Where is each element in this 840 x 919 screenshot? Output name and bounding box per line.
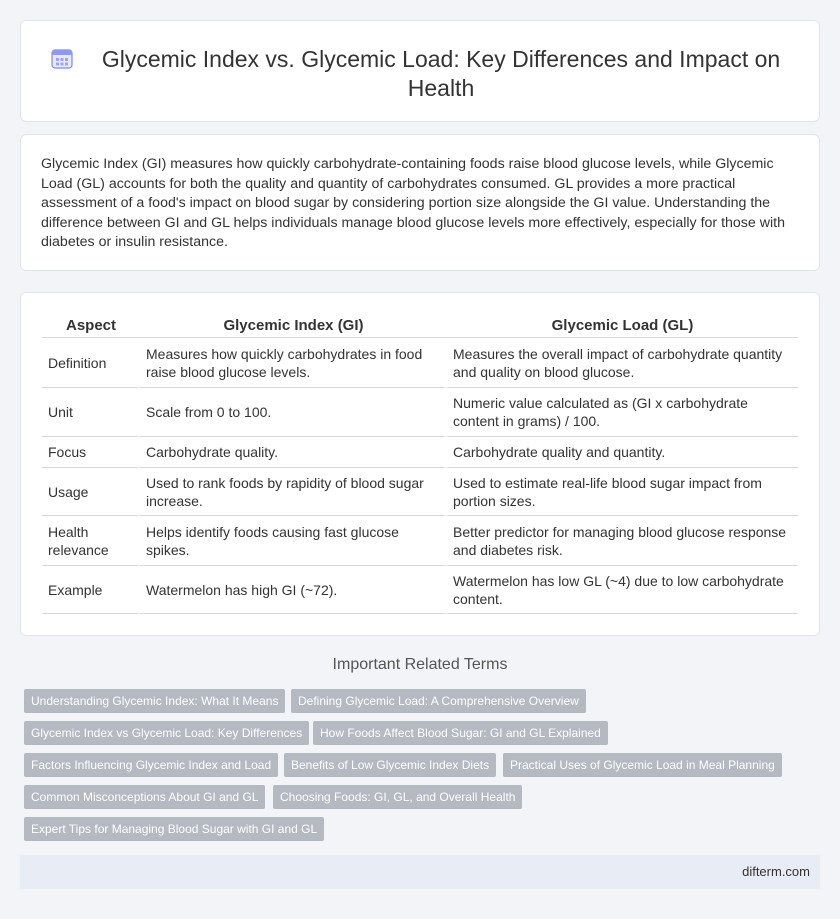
column-header-gi: Glycemic Index (GI) [140,313,447,338]
related-term-tag[interactable]: Practical Uses of Glycemic Load in Meal Planning [503,753,782,777]
comparison-table-card [20,292,820,636]
table-cell-gl: Carbohydrate quality and quantity. [447,437,798,468]
table-cell-aspect: Focus [42,437,140,468]
footer [20,855,820,889]
table-row [42,516,798,566]
table-cell-gi: Helps identify foods causing fast glucose spikes. [140,516,447,566]
related-terms-heading: Important Related Terms [332,656,508,673]
related-term-tag[interactable]: Defining Glycemic Load: A Comprehensive Overview [291,689,586,713]
table-cell-gl: Watermelon has low GL (~4) due to low carbohydrate content. [447,566,798,614]
table-header-row [42,313,798,338]
table-row [42,338,798,388]
intro-card [20,134,820,271]
table-cell-gi: Carbohydrate quality. [140,437,447,468]
table-cell-aspect: Health relevance [42,516,140,566]
table-cell-gi: Scale from 0 to 100. [140,388,447,437]
table-cell-aspect: Example [42,566,140,614]
table-row [42,437,798,468]
title-card [20,20,820,122]
related-term-tag[interactable]: Glycemic Index vs Glycemic Load: Key Differences [24,721,309,745]
page-title: Glycemic Index vs. Glycemic Load: Key Differences and Impact on Health [101,46,781,101]
related-term-tag[interactable]: Benefits of Low Glycemic Index Diets [284,753,496,777]
table-cell-aspect: Definition [42,338,140,388]
table-cell-gi: Used to rank foods by rapidity of blood sugar increase. [140,468,447,516]
table-row [42,566,798,614]
related-term-tag[interactable]: Understanding Glycemic Index: What It Means [24,689,285,713]
column-header-aspect: Aspect [42,313,140,338]
comparison-table [42,313,798,614]
table-row [42,388,798,437]
related-term-tag[interactable]: How Foods Affect Blood Sugar: GI and GL Explained [313,721,608,745]
table-cell-gi: Watermelon has high GI (~72). [140,566,447,614]
table-cell-gi: Measures how quickly carbohydrates in food raise blood glucose levels. [140,338,447,388]
intro-paragraph: Glycemic Index (GI) measures how quickly carbohydrate-containing foods raise blood glucose levels, while Glycemic Load (GL) accounts for both the quality and quantity of carbohydrates consumed. GL provides a more practical assessment of a food's impact on blood sugar by considering portion size alongside the GI value. Understanding the difference between GI and GL helps individuals manage blood glucose levels more effectively, especially for those with diabetes or insulin resistance. [41,156,785,251]
related-term-tag[interactable]: Expert Tips for Managing Blood Sugar with GI and GL [24,817,324,841]
table-cell-gl: Measures the overall impact of carbohydrate quantity and quality on blood glucose. [447,338,798,388]
table-row [42,468,798,516]
related-term-tag[interactable]: Common Misconceptions About GI and GL [24,785,265,809]
table-cell-gl: Better predictor for managing blood glucose response and diabetes risk. [447,516,798,566]
table-cell-aspect: Usage [42,468,140,516]
table-cell-gl: Used to estimate real-life blood sugar impact from portion sizes. [447,468,798,516]
related-term-tag[interactable]: Choosing Foods: GI, GL, and Overall Health [273,785,522,809]
column-header-gl: Glycemic Load (GL) [447,313,798,338]
table-cell-aspect: Unit [42,388,140,437]
table-cell-gl: Numeric value calculated as (GI x carbohydrate content in grams) / 100. [447,388,798,437]
related-term-tag[interactable]: Factors Influencing Glycemic Index and Load [24,753,278,777]
footer-site-link[interactable]: difterm.com [742,864,810,879]
